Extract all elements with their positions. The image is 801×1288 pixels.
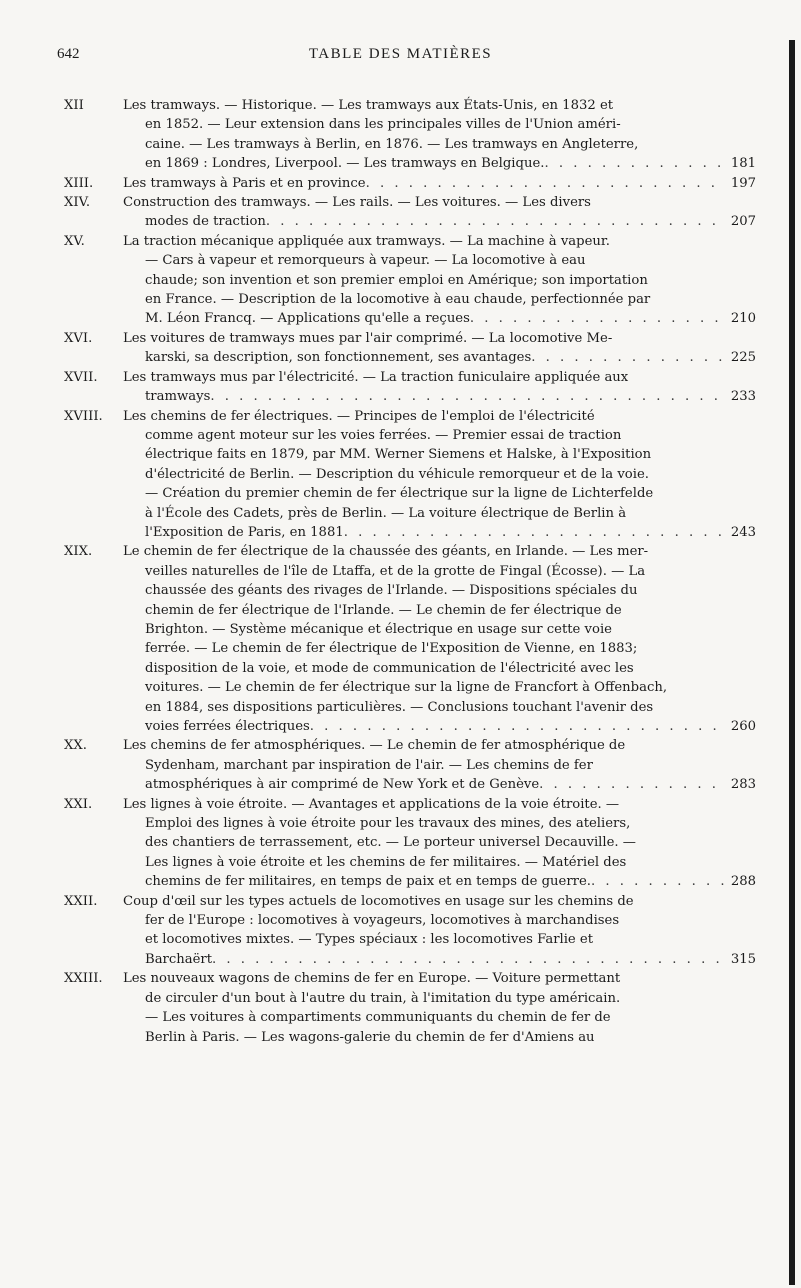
entry-text-line: Coup d'œil sur les types actuels de locomotives en usage sur les chemins de [123, 893, 634, 909]
entry-text-line: atmosphériques à air comprimé de New York et de Genève [145, 777, 540, 793]
entry-text-line: chemins de fer militaires, en temps de paix et en temps de guerre. [145, 874, 591, 890]
entry-last-line [123, 309, 756, 328]
entry-text-line: Les tramways. — Historique. — Les tramways aux États-Unis, en 1832 et [123, 98, 614, 113]
dot-leader [591, 872, 726, 891]
chapter-numeral: XII [64, 98, 84, 113]
entry-text-line: voitures. — Le chemin de fer électrique sur la ligne de Francfort à Offenbach, [145, 680, 668, 696]
dot-leader [310, 717, 726, 736]
toc-entry [64, 174, 756, 193]
dot-leader [212, 950, 726, 969]
entry-text-line: ferrée. — Le chemin de fer électrique de l'Exposition de Vienne, en 1883; [145, 641, 638, 657]
entry-text-line: Les tramways mus par l'électricité. — La traction funiculaire appliquée aux [123, 369, 629, 385]
dot-leader [344, 523, 726, 542]
page-number: 642 [57, 46, 80, 62]
entry-last-line [123, 212, 756, 231]
entry-text-line: — Les voitures à compartiments communiquants du chemin de fer de [145, 1010, 611, 1026]
entry-text-line: électrique faits en 1879, par MM. Werner Siemens et Halske, à l'Exposition [145, 447, 652, 463]
entry-last-line [123, 174, 756, 193]
toc-entry [64, 407, 756, 543]
table-of-contents [64, 96, 756, 1047]
page-edge-shadow [789, 40, 795, 1285]
chapter-numeral: XIII. [64, 175, 94, 191]
entry-text-line: fer de l'Europe : locomotives à voyageurs, locomotives à marchandises [145, 913, 620, 929]
toc-entry [64, 329, 756, 368]
entry-text-line: en 1869 : Londres, Liverpool. — Les tramways en Belgique. [145, 156, 545, 172]
entry-text-line: Les chemins de fer atmosphériques. — Le chemin de fer atmosphérique de [123, 738, 626, 754]
dot-leader [539, 775, 726, 794]
entry-text-line: des chantiers de terrassement, etc. — Le porteur universel Decauville. — [145, 835, 636, 851]
entry-text-line: voies ferrées électriques [145, 719, 310, 734]
chapter-numeral: XIV. [64, 195, 91, 211]
page-header [0, 46, 801, 70]
chapter-numeral: XV. [64, 233, 85, 249]
entry-text-line: Emploi des lignes à voie étroite pour les travaux des mines, des ateliers, [145, 816, 631, 832]
entry-text-line: modes de traction [145, 214, 266, 230]
entry-text-line: Construction des tramways. — Les rails. — Les voitures. — Les divers [123, 195, 591, 211]
chapter-numeral: XVI. [64, 330, 93, 346]
toc-entry [64, 232, 756, 329]
entry-text-line: chemin de fer électrique de l'Irlande. — Le chemin de fer électrique de [145, 602, 622, 618]
entry-text-line: Le chemin de fer électrique de la chaussée des géants, en Irlande. — Les mer- [123, 544, 649, 560]
toc-entry [64, 736, 756, 794]
entry-last-line [123, 154, 756, 173]
entry-text-line: Les tramways à Paris et en province [123, 175, 366, 191]
toc-entry [64, 892, 756, 970]
entry-text-line: Les voitures de tramways mues par l'air comprimé. — La locomotive Me- [123, 330, 613, 346]
dot-leader [470, 309, 726, 328]
entry-text-line: de circuler d'un bout à l'autre du train, à l'imitation du type américain. [145, 990, 621, 1006]
chapter-numeral: XXII. [64, 893, 98, 909]
entry-text-line: Berlin à Paris. — Les wagons-galerie du chemin de fer d'Amiens au [145, 1029, 595, 1045]
entry-text-line: à l'École des Cadets, près de Berlin. — La voiture électrique de Berlin à [145, 505, 627, 521]
toc-entry [64, 193, 756, 232]
chapter-numeral: XX. [64, 738, 87, 754]
running-title: TABLE DES MATIÈRES [308, 46, 493, 62]
entry-text-line: Les lignes à voie étroite. — Avantages et applications de la voie étroite. — [123, 796, 620, 812]
page-reference: 197 [730, 175, 756, 191]
entry-text-line: La traction mécanique appliquée aux tramways. — La machine à vapeur. [123, 233, 610, 249]
entry-text-line: chaussée des géants des rivages de l'Irlande. — Dispositions spéciales du [145, 583, 638, 599]
entry-last-line [123, 872, 756, 891]
entry-text-line: karski, sa description, son fonctionnement, ses avantages [145, 350, 532, 366]
entry-text-line: M. Léon Francq. — Applications qu'elle a reçues [145, 311, 470, 327]
entry-text-line: comme agent moteur sur les voies ferrées. — Premier essai de traction [145, 427, 622, 443]
entry-text-line: caine. — Les tramways à Berlin, en 1876. — Les tramways en Angleterre, [145, 136, 639, 152]
entry-last-line [123, 523, 756, 542]
page-reference: 260 [730, 719, 756, 734]
page-reference: 315 [730, 951, 756, 967]
entry-text-line: Brighton. — Système mécanique et électrique en usage sur cette voie [145, 621, 612, 637]
dot-leader [266, 212, 726, 231]
entry-last-line [123, 717, 756, 736]
entry-text-line: en 1884, ses dispositions particulières. — Conclusions touchant l'avenir des [145, 699, 654, 715]
page-reference: 243 [730, 524, 756, 540]
page-reference: 207 [730, 214, 756, 230]
entry-text-line: Sydenham, marchant par inspiration de l'air. — Les chemins de fer [145, 757, 593, 773]
dot-leader [531, 348, 726, 367]
entry-text-line: veilles naturelles de l'île de Ltaffa, et de la grotte de Fingal (Écosse). — La [145, 563, 646, 579]
page-reference: 181 [730, 156, 756, 172]
page-reference: 283 [730, 777, 756, 793]
dot-leader [366, 174, 726, 193]
entry-last-line [123, 775, 756, 794]
dot-leader [544, 154, 726, 173]
toc-entry [64, 96, 756, 174]
entry-last-line [123, 387, 756, 406]
entry-text-line: en 1852. — Leur extension dans les principales villes de l'Union améri- [145, 117, 621, 133]
entry-text-line: disposition de la voie, et mode de communication de l'électricité avec les [145, 660, 634, 676]
entry-text-line: d'électricité de Berlin. — Description du véhicule remorqueur et de la voie. [145, 466, 649, 482]
chapter-numeral: XXI. [64, 796, 93, 812]
entry-text-line: Les lignes à voie étroite et les chemins de fer militaires. — Matériel des [145, 854, 627, 870]
entry-text-line: et locomotives mixtes. — Types spéciaux : les locomotives Farlie et [145, 932, 594, 948]
chapter-numeral: XIX. [64, 544, 93, 560]
page-reference: 225 [730, 350, 756, 366]
toc-entry [64, 969, 756, 1047]
entry-text-line: tramways [145, 389, 211, 405]
entry-text-line: Les chemins de fer électriques. — Principes de l'emploi de l'électricité [123, 408, 595, 424]
entry-text-line: en France. — Description de la locomotive à eau chaude, perfectionnée par [145, 292, 651, 308]
toc-entry [64, 795, 756, 892]
entry-text-line: chaude; son invention et son premier emploi en Amérique; son importation [145, 272, 648, 288]
page-reference: 288 [730, 874, 756, 890]
toc-entry [64, 368, 756, 407]
page-reference: 210 [730, 311, 756, 327]
toc-entry [64, 542, 756, 736]
entry-last-line [123, 950, 756, 969]
entry-text-line: Barchaërt [145, 951, 213, 967]
entry-text-line: Les nouveaux wagons de chemins de fer en Europe. — Voiture permettant [123, 971, 621, 987]
entry-text-line: — Création du premier chemin de fer électrique sur la ligne de Lichterfelde [145, 486, 654, 502]
entry-text-line: l'Exposition de Paris, en 1881 [145, 524, 344, 540]
chapter-numeral: XVII. [64, 369, 98, 385]
entry-text-line: — Cars à vapeur et remorqueurs à vapeur. — La locomotive à eau [145, 253, 586, 269]
chapter-numeral: XVIII. [64, 408, 103, 424]
page-reference: 233 [730, 389, 756, 405]
chapter-numeral: XXIII. [64, 971, 103, 987]
entry-last-line [123, 348, 756, 367]
dot-leader [210, 387, 726, 406]
